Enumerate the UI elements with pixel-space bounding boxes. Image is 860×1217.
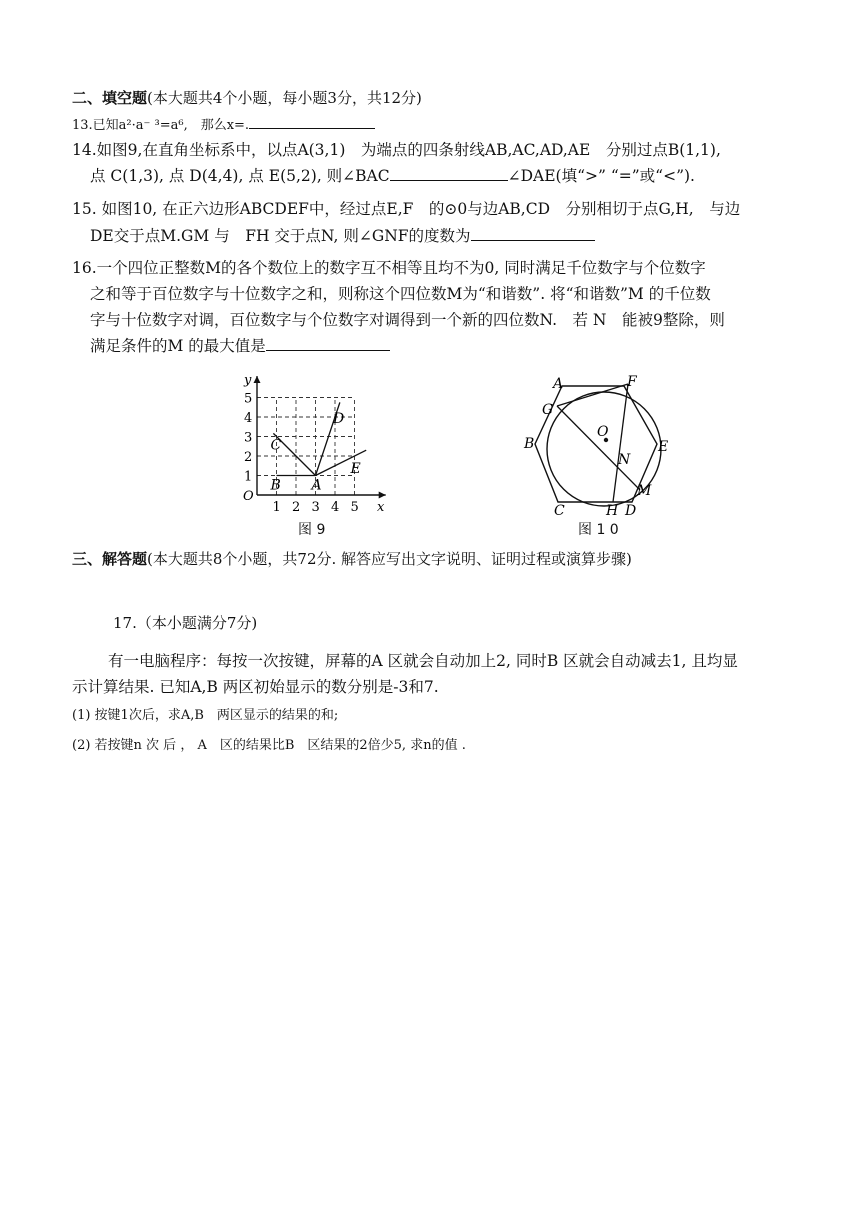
x-tick-4: 4: [331, 500, 340, 515]
question-14-line1: 14.如图9,在直角坐标系中，以点A(3,1) 为端点的四条射线AB,AC,AD,AE 分别过点B(1,1),: [72, 141, 721, 159]
y-axis-label: y: [244, 372, 252, 388]
label-o: O: [597, 424, 609, 440]
y-tick-1: 1: [244, 469, 253, 485]
segment-gf: [557, 384, 628, 406]
question-16-line2: 之和等于百位数字与十位数字之和，则称这个四位数M为“和谐数”. 将“和谐数”M 的千位数: [90, 285, 711, 303]
q14-answer-blank: [390, 166, 508, 181]
label-b: B: [524, 436, 535, 452]
question-14-line2: [90, 166, 695, 186]
question-13: [72, 114, 375, 136]
x-tick-2: 2: [292, 500, 301, 515]
label-point-e: E: [350, 461, 361, 477]
question-17-part2: (2) 若按键n 次 后 ， A 区的结果比B 区结果的2倍少5, 求n的值 .: [72, 738, 466, 753]
segment-gm: [557, 406, 640, 490]
q15-text: DE交于点M.GM 与 FH 交于点N, 则∠GNF的度数为: [90, 227, 471, 245]
label-d: D: [625, 503, 637, 519]
question-16-line4: [90, 336, 390, 356]
label-point-c: C: [270, 437, 282, 454]
y-axis-arrow: [254, 376, 261, 383]
label-h: H: [606, 503, 619, 519]
x-axis-arrow: [379, 492, 386, 499]
y-tick-3: 3: [244, 430, 253, 446]
label-m: M: [637, 483, 652, 499]
origin-label: O: [243, 489, 254, 504]
question-16-line1: 16.一个四位正整数M的各个数位上的数字互不相等且均不为0, 同时满足千位数字与个位数字: [72, 259, 706, 277]
label-n: N: [618, 452, 631, 468]
q14-text-b: ∠DAE(填“>” “=”或“<”).: [507, 167, 695, 185]
y-tick-4: 4: [244, 411, 253, 426]
label-point-b: B: [270, 477, 281, 494]
question-17-part1: (1) 按键1次后，求A,B 两区显示的结果的和;: [72, 708, 339, 723]
figure-9: [236, 368, 406, 518]
x-tick-5: 5: [350, 500, 359, 515]
section2-heading: [72, 88, 422, 108]
question-17-para2: 示计算结果. 已知A,B 两区初始显示的数分别是-3和7.: [72, 678, 439, 696]
label-point-a: A: [311, 477, 322, 494]
section3-heading-note: (本大题共8个小题，共72分. 解答应写出文字说明、证明过程或演算步骤): [147, 550, 632, 568]
y-tick-2: 2: [244, 450, 253, 465]
q13-answer-blank: [249, 114, 375, 129]
section3-heading: [72, 549, 632, 569]
question-17-para1: 有一电脑程序：每按一次按键，屏幕的A 区就会自动加上2, 同时B 区就会自动减去1, 且均显: [108, 652, 738, 670]
question-17-title: 17.（本小题满分7分): [113, 614, 258, 632]
section3-heading-title: 三、解答题: [72, 550, 148, 568]
section2-heading-title: 二、填空题: [72, 89, 148, 107]
label-g: G: [542, 402, 554, 418]
question-16-line3: 字与十位数字对调，百位数字与个位数字对调得到一个新的四位数N. 若 N 能被9整除，则: [90, 311, 725, 329]
q16-text: 满足条件的M 的最大值是: [90, 337, 266, 355]
question-15-line1: 15. 如图10, 在正六边形ABCDEF中，经过点E,F 的⊙0与边AB,CD 分别相切于点G,H, 与边: [72, 200, 741, 218]
label-point-d: D: [333, 411, 345, 427]
q15-answer-blank: [471, 226, 595, 241]
figure-9-diagram: [243, 373, 386, 515]
label-f: F: [627, 374, 637, 390]
label-e: E: [658, 439, 669, 455]
question-15-line2: [90, 226, 595, 246]
section2-heading-note: (本大题共4个小题，每小题3分，共12分): [147, 89, 422, 107]
x-tick-1: 1: [272, 500, 281, 515]
y-tick-5: 5: [244, 391, 253, 407]
label-c: C: [554, 503, 565, 519]
q14-text-a: 点 C(1,3), 点 D(4,4), 点 E(5,2), 则∠BAC: [90, 167, 390, 185]
figure-10: [520, 372, 680, 520]
q16-answer-blank: [266, 336, 390, 351]
label-a: A: [553, 376, 564, 392]
x-axis-label: x: [377, 500, 385, 515]
segment-fh: [613, 384, 628, 502]
x-tick-3: 3: [311, 500, 320, 515]
question-13-text: 13.已知a²·a⁻ ³=a⁶, 那么x=.: [72, 118, 250, 133]
figure-10-caption: 图 1 0: [578, 522, 619, 538]
figure-9-caption: 图 9: [298, 522, 326, 538]
